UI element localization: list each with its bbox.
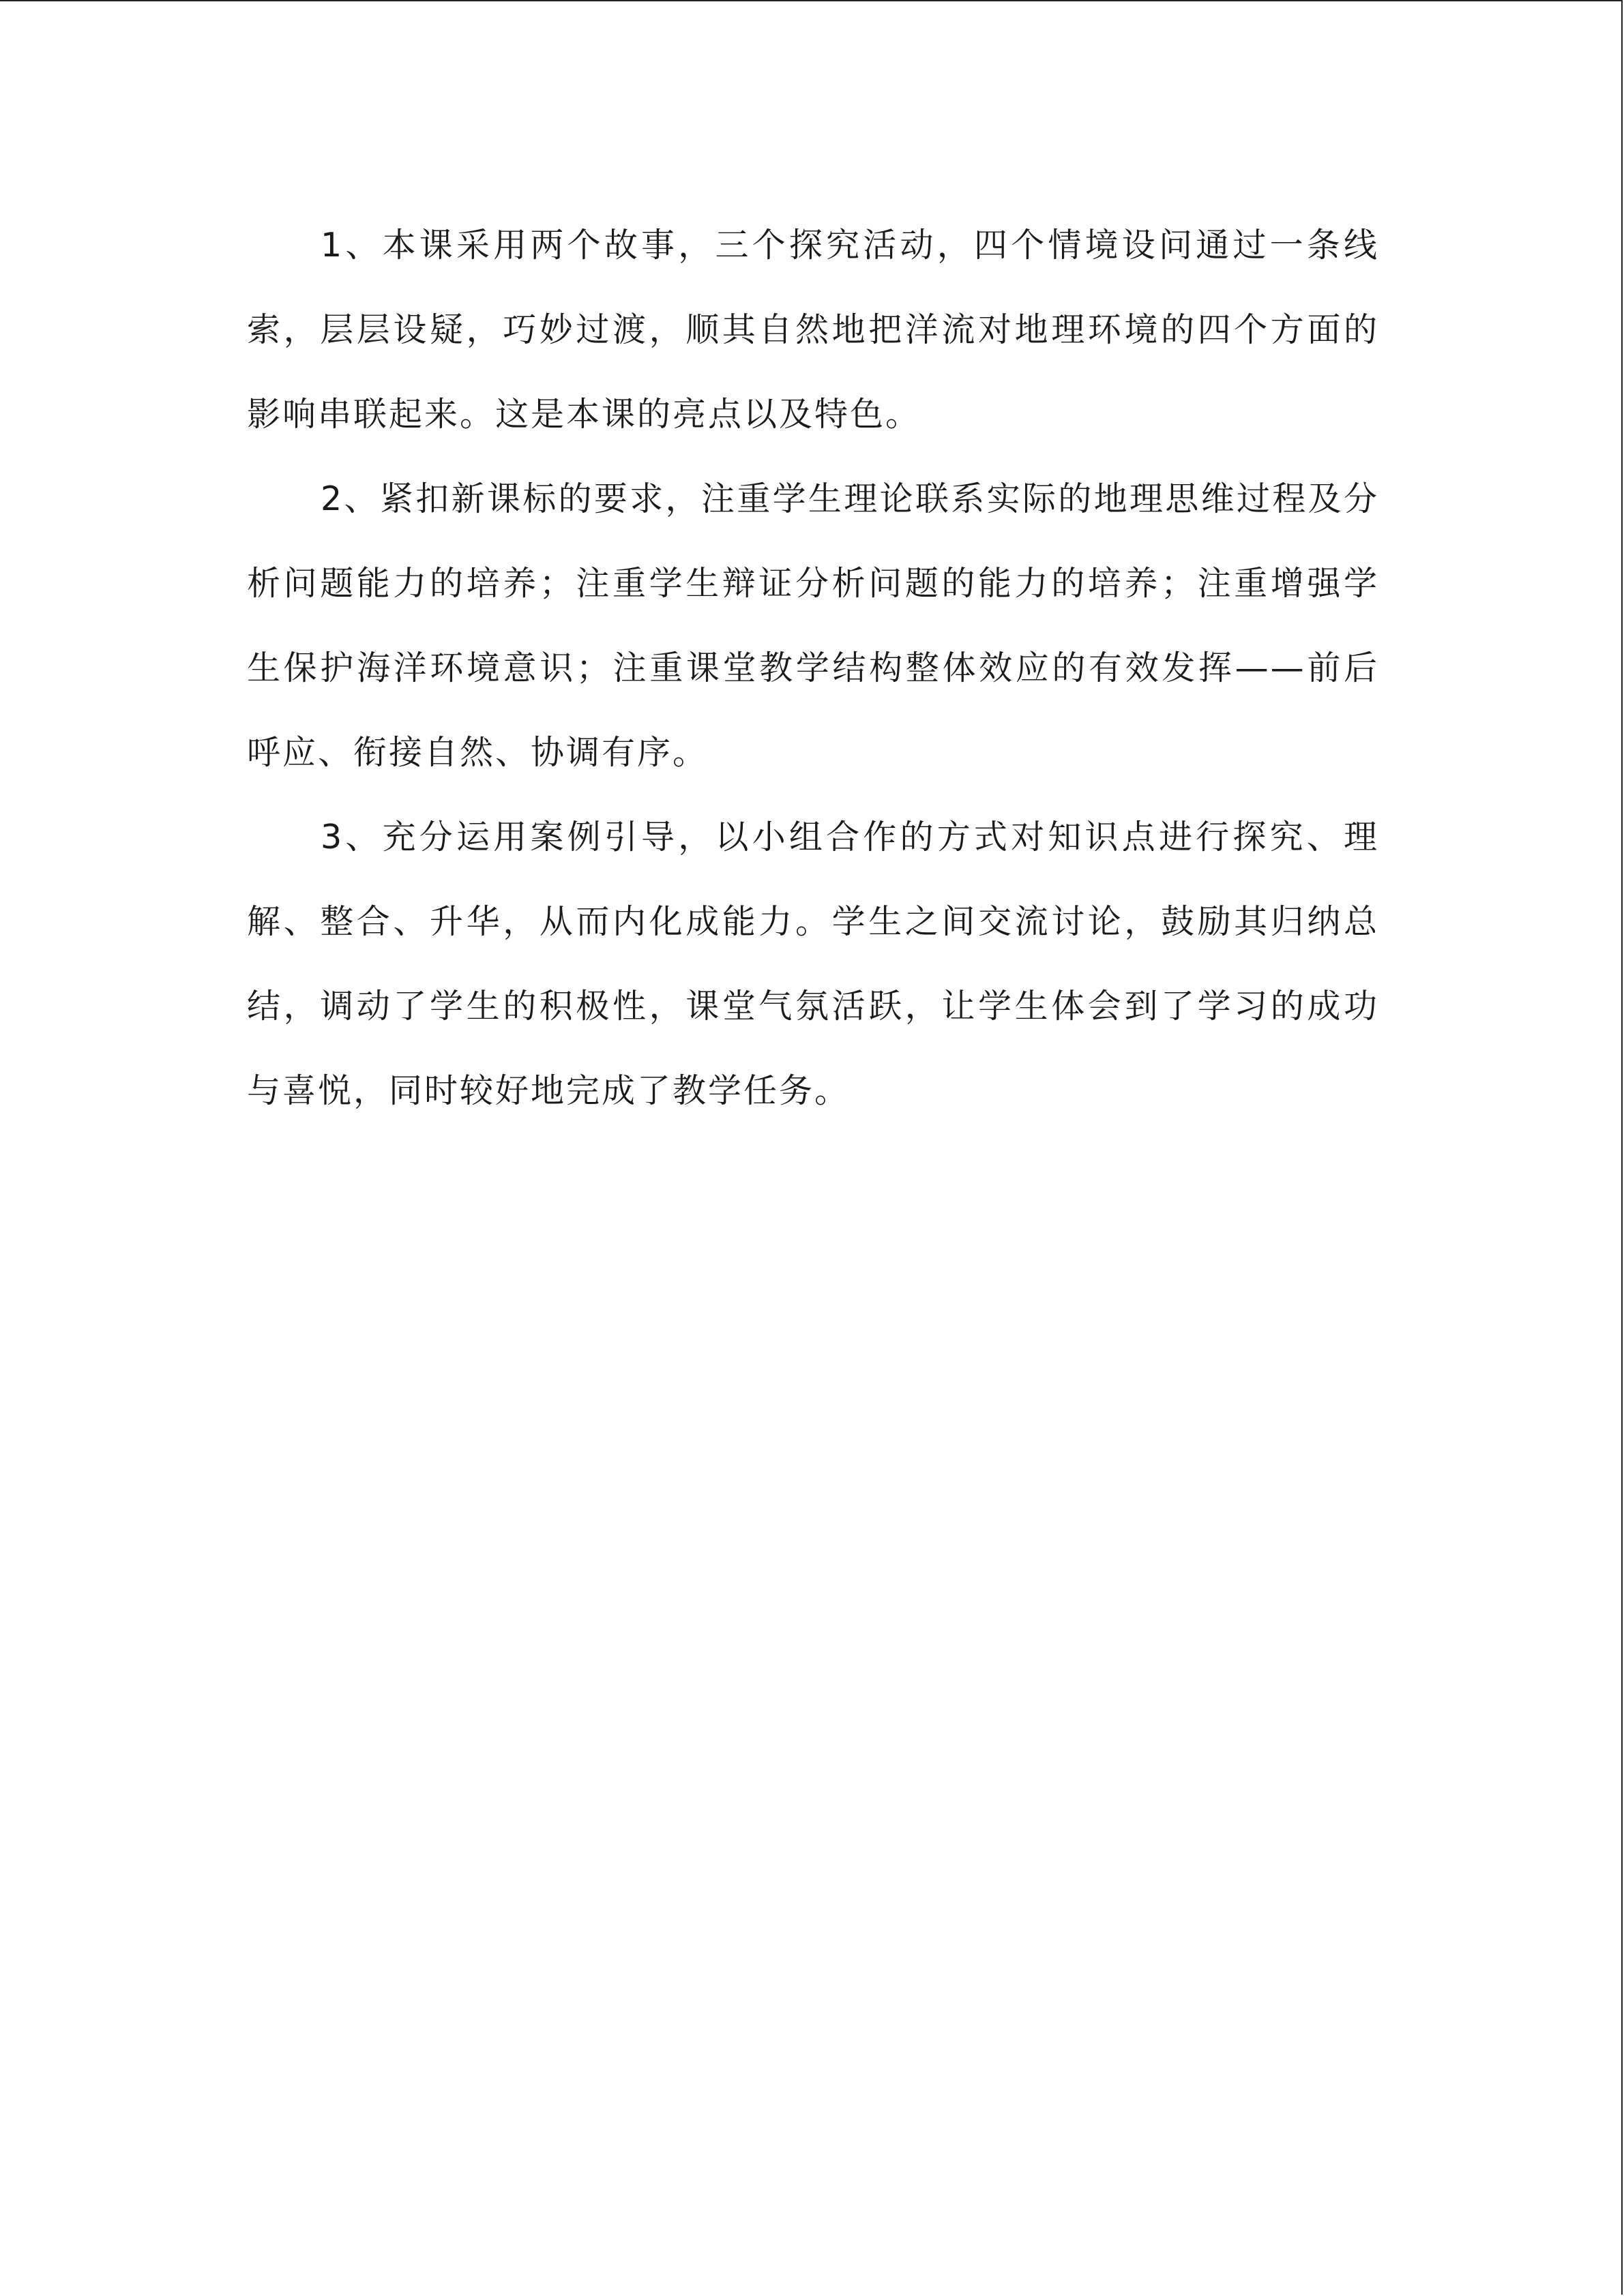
paragraph-2: 2、紧扣新课标的要求，注重学生理论联系实际的地理思维过程及分析问题能力的培养；注重学生辩证分析问题的能力的培养；注重增强学生保护海洋环境意识；注重课堂教学结构整体效应的有效发挥——前后呼应、衔接自然、协调有序。	[247, 479, 1379, 772]
document-body	[247, 203, 1379, 1133]
paragraph-1: 1、本课采用两个故事，三个探究活动，四个情境设问通过一条线索，层层设疑，巧妙过渡，顺其自然地把洋流对地理环境的四个方面的影响串联起来。这是本课的亮点以及特色。	[247, 226, 1379, 434]
paragraph-3: 3、充分运用案例引导，以小组合作的方式对知识点进行探究、理解、整合、升华，从而内化成能力。学生之间交流讨论，鼓励其归纳总结，调动了学生的积极性，课堂气氛活跃，让学生体会到了学习的成功与喜悦，同时较好地完成了教学任务。	[247, 818, 1379, 1110]
